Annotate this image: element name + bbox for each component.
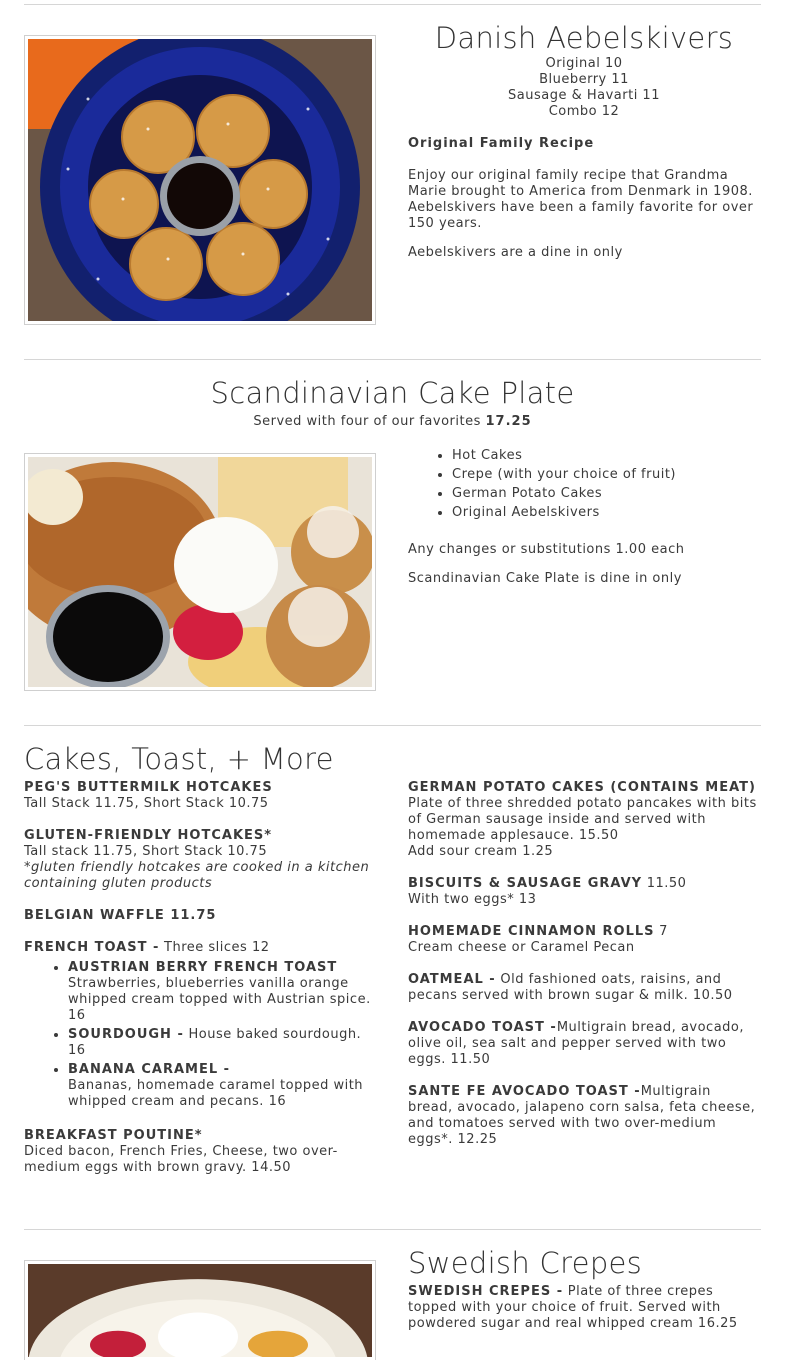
cake-plate-items	[408, 446, 760, 522]
item-name: SWEDISH CREPES -	[408, 1284, 564, 1299]
item-extra: Cream cheese or Caramel Pecan	[408, 940, 635, 955]
variant-desc: Bananas, homemade caramel topped with whipped cream and pecans. 16	[68, 1078, 364, 1109]
item-price: 7	[659, 924, 668, 939]
served-text: Served with four of our favorites	[253, 414, 481, 429]
top-divider	[24, 4, 761, 5]
cake-plate-details	[408, 446, 760, 587]
item-desc: Diced bacon, French Fries, Cheese, two over-medium eggs with brown gravy. 14.50	[24, 1144, 338, 1175]
item-desc: Old fashioned oats, raisins, and pecans served with brown sugar & milk. 10.50	[408, 972, 733, 1003]
item-name: FRENCH TOAST -	[24, 940, 160, 955]
item-price: Tall Stack 11.75, Short Stack 10.75	[24, 796, 269, 811]
cake-plate-item: • German Potato Cakes	[452, 484, 760, 503]
menu-item-oatmeal	[408, 972, 760, 1004]
variant-name: AUSTRIAN BERRY FRENCH TOAST	[68, 960, 338, 975]
item-extra: With two eggs* 13	[408, 892, 537, 907]
aebelskivers-info	[408, 20, 760, 120]
aebelskivers-image	[28, 39, 372, 321]
item-desc: Three slices 12	[164, 940, 270, 955]
item-name: OATMEAL -	[408, 972, 496, 987]
french-toast-variants	[24, 960, 374, 1110]
menu-item-french-toast	[24, 940, 374, 1110]
cake-plate-photo	[24, 453, 376, 691]
item-name: PEG'S BUTTERMILK HOTCAKES	[24, 780, 273, 795]
list-item	[68, 960, 374, 1024]
cake-plate-item: • Hot Cakes	[452, 446, 760, 465]
list-item	[68, 1027, 374, 1059]
price-original: Original 10	[545, 56, 623, 71]
cake-plate-title: Scandinavian Cake Plate	[210, 376, 575, 410]
crepes-info	[408, 1245, 760, 1332]
menu-item-gluten-friendly	[24, 828, 374, 892]
aebelskivers-photo	[24, 35, 376, 325]
section-divider	[24, 725, 761, 726]
biscuits-line	[408, 876, 760, 892]
cake-plate-header	[24, 375, 761, 430]
avocado-line	[408, 1020, 760, 1068]
item-desc: Plate of three crepes topped with your choice of fruit. Served with powdered sugar and real whipped cream 16.25	[408, 1284, 738, 1331]
section-divider	[24, 359, 761, 360]
gluten-note: *gluten friendly hotcakes are cooked in a kitchen containing gluten products	[24, 860, 370, 891]
menu-item-cinnamon-rolls	[408, 924, 760, 956]
item-name: AVOCADO TOAST -	[408, 1020, 557, 1035]
item-extra: Add sour cream 1.25	[408, 844, 554, 859]
oatmeal-line	[408, 972, 760, 1004]
aebelskivers-title: Danish Aebelskivers	[434, 21, 734, 55]
cake-plate-item: • Crepe (with your choice of fruit)	[452, 465, 760, 484]
cake-plate-changes: Any changes or substitutions 1.00 each	[408, 542, 685, 557]
menu-item-german-potato-cakes	[408, 780, 760, 860]
aebelskivers-details	[408, 136, 760, 261]
aebelskivers-description: Enjoy our original family recipe that Grandma Marie brought to America from Denmark in 1908. Aebelskivers have been a family favorite for over 150 years.	[408, 168, 754, 231]
item-desc: Multigrain bread, avocado, olive oil, sea salt and pepper served with two eggs. 11.50	[408, 1020, 745, 1067]
cake-plate-image	[28, 457, 372, 687]
santafe-line	[408, 1084, 760, 1148]
item-name: GERMAN POTATO CAKES (CONTAINS MEAT)	[408, 780, 756, 795]
variant-desc: House baked sourdough. 16	[68, 1027, 362, 1058]
crepes-title: Swedish Crepes	[408, 1246, 643, 1280]
section-divider	[24, 1229, 761, 1230]
list-item	[68, 1062, 374, 1110]
menu-item-avocado-toast	[408, 1020, 760, 1068]
variant-name: SOURDOUGH -	[68, 1027, 184, 1042]
item-name: BREAKFAST POUTINE*	[24, 1128, 203, 1143]
crepes-line	[408, 1284, 760, 1332]
menu-item-santa-fe-toast	[408, 1084, 760, 1148]
item-price: Tall stack 11.75, Short Stack 10.75	[24, 844, 268, 859]
cake-plate-item: • Original Aebelskivers	[452, 503, 760, 522]
variant-name: BANANA CARAMEL -	[68, 1062, 231, 1077]
cakes-title: Cakes, Toast, + More	[24, 742, 334, 776]
cake-plate-served	[24, 414, 761, 430]
family-recipe-heading: Original Family Recipe	[408, 136, 595, 151]
cake-plate-price: 17.25	[485, 414, 532, 429]
menu-item-waffle	[24, 908, 374, 924]
price-combo: Combo 12	[548, 104, 620, 119]
variant-desc: Strawberries, blueberries vanilla orange whipped cream topped with Austrian spice. 16	[68, 976, 371, 1023]
cakes-left-column	[24, 780, 374, 1192]
menu-item-hotcakes	[24, 780, 374, 812]
menu-item-poutine	[24, 1128, 374, 1176]
crepes-image	[28, 1264, 372, 1357]
item-desc: Multigrain bread, avocado, jalapeno corn salsa, feta cheese, and tomatoes served with two over-medium eggs*. 12.25	[408, 1084, 756, 1147]
item-name: BISCUITS & SAUSAGE GRAVY	[408, 876, 643, 891]
rolls-line	[408, 924, 760, 940]
item-name: SANTE FE AVOCADO TOAST -	[408, 1084, 641, 1099]
aebelskivers-note: Aebelskivers are a dine in only	[408, 245, 623, 260]
french-toast-line	[24, 940, 374, 956]
item-desc: Plate of three shredded potato pancakes with bits of German sausage inside and served with homemade applesauce. 15.50	[408, 796, 757, 843]
cakes-right-column	[408, 780, 760, 1164]
item-price: 11.50	[646, 876, 687, 891]
menu-item-biscuits	[408, 876, 760, 908]
crepes-photo	[24, 1260, 376, 1360]
item-name: GLUTEN-FRIENDLY HOTCAKES*	[24, 828, 273, 843]
price-blueberry: Blueberry 11	[539, 72, 629, 87]
item-name: BELGIAN WAFFLE 11.75	[24, 908, 217, 923]
item-name: HOMEMADE CINNAMON ROLLS	[408, 924, 655, 939]
cake-plate-note: Scandinavian Cake Plate is dine in only	[408, 571, 682, 586]
price-sausage-havarti: Sausage & Havarti 11	[508, 88, 660, 103]
